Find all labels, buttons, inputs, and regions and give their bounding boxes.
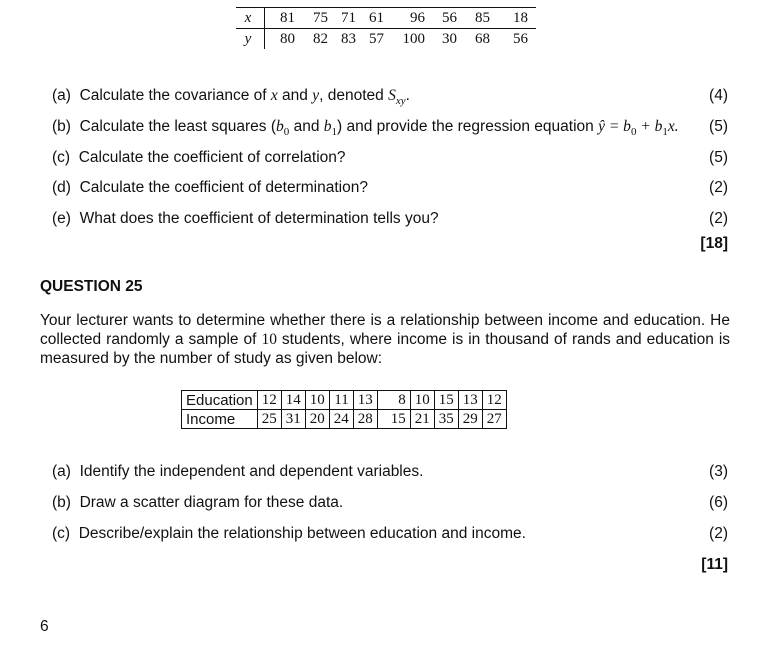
marks: (5): [709, 149, 728, 166]
income-row: [182, 410, 507, 429]
table-cell: 13: [458, 391, 482, 410]
marks: (4): [709, 87, 728, 104]
q24-part-e: [52, 209, 728, 229]
part-text: , denoted: [319, 87, 389, 104]
math-eq: x.: [667, 118, 679, 135]
table-cell: 28: [353, 410, 377, 429]
table-cell: 31: [281, 410, 305, 429]
part-label: (e): [52, 210, 71, 227]
marks: (3): [709, 463, 728, 480]
marks: (2): [709, 525, 728, 542]
x-value: 96: [384, 8, 425, 29]
part-text: Calculate the coefficient of determination?: [79, 179, 368, 196]
part-label: (b): [52, 118, 71, 135]
sample-size: 10: [261, 331, 277, 348]
y-value: 80: [280, 30, 295, 47]
x-value: 61: [356, 8, 384, 29]
math-b: b: [323, 118, 332, 135]
y-label: y: [236, 29, 265, 50]
y-value: 83: [341, 30, 356, 47]
y-value: 57: [369, 30, 384, 47]
q25-part-b: [52, 493, 728, 513]
question-paragraph: [40, 311, 730, 368]
part-text: Draw a scatter diagram for these data.: [79, 494, 344, 511]
x-value: 56: [425, 8, 457, 29]
marks: (6): [709, 494, 728, 511]
table-cell: 35: [434, 410, 458, 429]
table-cell: 25: [257, 410, 281, 429]
y-value: 30: [442, 30, 457, 47]
part-label: (d): [52, 179, 71, 196]
table-cell: 13: [353, 391, 377, 410]
q24-part-a: [52, 86, 728, 106]
y-value: 82: [313, 30, 328, 47]
part-text: Describe/explain the relationship between education and income.: [78, 525, 526, 542]
math-y: y: [312, 87, 320, 104]
row-label: Education: [182, 391, 258, 410]
row-label: Income: [182, 410, 258, 429]
marks: (2): [709, 210, 728, 227]
part-text: and: [289, 118, 324, 135]
x-value: 81: [265, 8, 296, 29]
q25-part-a: [52, 462, 728, 482]
table-cell: 15: [377, 410, 410, 429]
math-S: S: [388, 87, 396, 104]
table-cell: 10: [305, 391, 329, 410]
part-text: Calculate the covariance of: [79, 87, 271, 104]
table-cell: 24: [329, 410, 353, 429]
part-text: .: [405, 87, 410, 104]
math-sub: 0: [283, 126, 290, 139]
part-text: and: [277, 87, 313, 104]
part-text: Identify the independent and dependent variables.: [79, 463, 424, 480]
part-text: What does the coefficient of determination tells you?: [79, 210, 439, 227]
education-income-table: [181, 390, 507, 429]
paragraph-text: Your lecturer wants to determine whether there is a relationship between income and education. He collected randomly a sample of: [40, 312, 730, 348]
part-text: ) and provide the regression equation: [337, 118, 599, 135]
y-value: 56: [513, 30, 528, 47]
q24-part-d: [52, 178, 728, 198]
marks: (2): [709, 179, 728, 196]
math-sub: 0: [630, 126, 637, 139]
y-row: [236, 29, 536, 50]
table-cell: 21: [410, 410, 434, 429]
x-row: [236, 8, 536, 29]
x-label: x: [236, 8, 265, 29]
math-x: x: [270, 87, 278, 104]
math-sub: xy: [395, 95, 406, 108]
q24-total-marks: [18]: [700, 235, 728, 252]
math-sub: 1: [331, 126, 337, 139]
y-value: 100: [402, 30, 425, 47]
table-cell: 29: [458, 410, 482, 429]
part-text: Calculate the least squares (: [79, 118, 277, 135]
marks: (5): [709, 118, 728, 135]
math-eq: + b: [636, 118, 663, 135]
part-label: (c): [52, 149, 71, 166]
table-cell: 12: [482, 391, 506, 410]
question-heading: QUESTION 25: [40, 278, 143, 295]
q24-part-c: [52, 148, 728, 168]
table-cell: 27: [482, 410, 506, 429]
table-cell: 11: [329, 391, 353, 410]
x-value: 71: [328, 8, 356, 29]
q25-part-c: [52, 524, 728, 544]
education-row: [182, 391, 507, 410]
table-cell: 12: [257, 391, 281, 410]
paragraph-text: students, where income is in thousand of rands and education is measured by the number of study as given below:: [40, 331, 731, 367]
math-sub: 1: [662, 126, 668, 139]
math-b: b: [276, 118, 284, 135]
part-text: Calculate the coefficient of correlation?: [78, 149, 346, 166]
part-label: (a): [52, 87, 71, 104]
x-value: 85: [457, 8, 490, 29]
table-cell: 15: [434, 391, 458, 410]
q25-total-marks: [11]: [701, 556, 728, 573]
xy-data-table: [236, 7, 536, 49]
table-cell: 10: [410, 391, 434, 410]
part-label: (b): [52, 494, 71, 511]
table-cell: 8: [377, 391, 410, 410]
x-value: 18: [490, 8, 536, 29]
math-eq: ŷ = b: [598, 118, 631, 135]
page-number: 6: [40, 618, 49, 635]
table-cell: 14: [281, 391, 305, 410]
table-cell: 20: [305, 410, 329, 429]
part-label: (a): [52, 463, 71, 480]
y-value: 68: [475, 30, 490, 47]
q24-part-b: [52, 117, 728, 137]
x-value: 75: [295, 8, 328, 29]
part-label: (c): [52, 525, 71, 542]
